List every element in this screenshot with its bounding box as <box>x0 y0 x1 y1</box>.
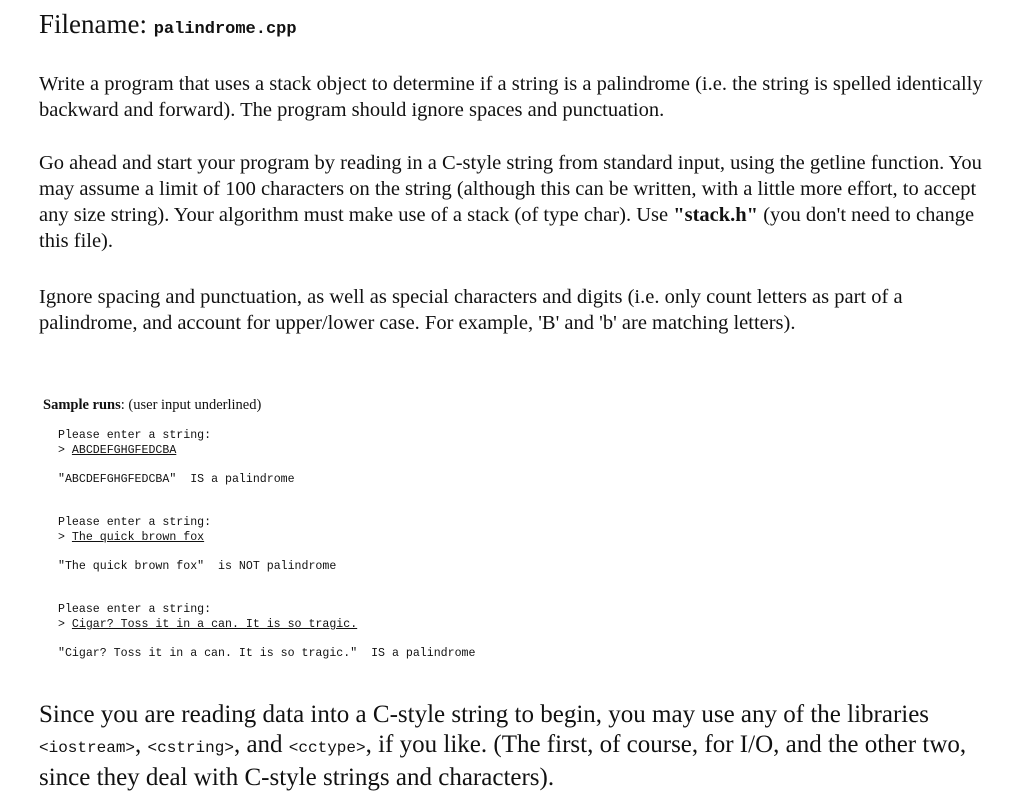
sample-run-2-verdict: is NOT palindrome <box>218 560 337 573</box>
paragraph-libraries <box>39 700 999 793</box>
sample-run-2-result <box>58 560 336 574</box>
paragraph-instructions-text-a: Go ahead and start your program by reading in a C-style string from standard input, using the getline function. You may assume a limit of 100 characters on the string (although this can be written, with a little more effort, to accept any size string). Your algorithm must make use of a stack (of type char). Use <box>39 152 982 226</box>
title-label: Filename: <box>39 9 147 39</box>
sample-runs-heading <box>43 396 261 414</box>
sample-run-3-verdict: IS a palindrome <box>371 647 476 660</box>
library-cstring: <cstring> <box>147 738 234 757</box>
input-marker: > <box>58 531 72 544</box>
library-iostream: <iostream> <box>39 738 136 757</box>
paragraph-instructions-text-b: (you don't need to change this file). <box>39 204 975 252</box>
sample-runs-label: Sample runs <box>43 397 121 413</box>
sample-run-1-prompt: Please enter a string: <box>58 429 212 442</box>
libraries-text-d: , if you like. (The first, of course, for I/O, and the other two, since they deal with C-style strings and characters). <box>39 730 967 791</box>
libraries-text-a: Since you are reading data into a C-style string to begin, you may use any of the libraries <box>39 701 930 728</box>
sample-run-1-verdict: IS a palindrome <box>190 473 295 486</box>
filename-code: palindrome.cpp <box>153 20 297 39</box>
input-marker: > <box>58 444 72 457</box>
stack-header-filename: "stack.h" <box>673 204 759 226</box>
sample-run-3-result <box>58 647 475 661</box>
sample-run-3-user-input: Cigar? Toss it in a can. It is so tragic. <box>71 618 358 631</box>
library-cctype: <cctype> <box>288 738 366 757</box>
sample-run-3-input-line <box>58 618 357 632</box>
paragraph-intro: Write a program that uses a stack object to determine if a string is a palindrome (i.e. the string is spelled identically backward and forward). The program should ignore spaces and punctuation. <box>39 73 983 121</box>
page-title <box>39 8 297 46</box>
libraries-text-b: , <box>135 730 148 758</box>
sample-run-1-input-line <box>58 444 176 458</box>
input-marker: > <box>58 618 72 631</box>
sample-run-3-prompt: Please enter a string: <box>58 603 212 616</box>
libraries-text-c: , and <box>233 730 289 758</box>
sample-run-2-input-line <box>58 531 204 545</box>
paragraph-instructions <box>39 150 999 254</box>
sample-run-1-user-input: ABCDEFGHGFEDCBA <box>71 444 177 457</box>
sample-run-1-quoted: "ABCDEFGHGFEDCBA" <box>58 473 177 486</box>
sample-run-1-result <box>58 473 295 487</box>
sample-run-2-prompt: Please enter a string: <box>58 516 212 529</box>
sample-runs-note: : (user input underlined) <box>120 397 262 413</box>
sample-run-2-user-input: The quick brown fox <box>71 531 205 544</box>
paragraph-rules: Ignore spacing and punctuation, as well as special characters and digits (i.e. only count letters as part of a palindrome, and account for upper/lower case. For example, 'B' and 'b' are matching letters). <box>39 286 903 334</box>
sample-run-3-quoted: "Cigar? Toss it in a can. It is so tragic." <box>58 647 358 660</box>
sample-run-2-quoted: "The quick brown fox" <box>58 560 205 573</box>
